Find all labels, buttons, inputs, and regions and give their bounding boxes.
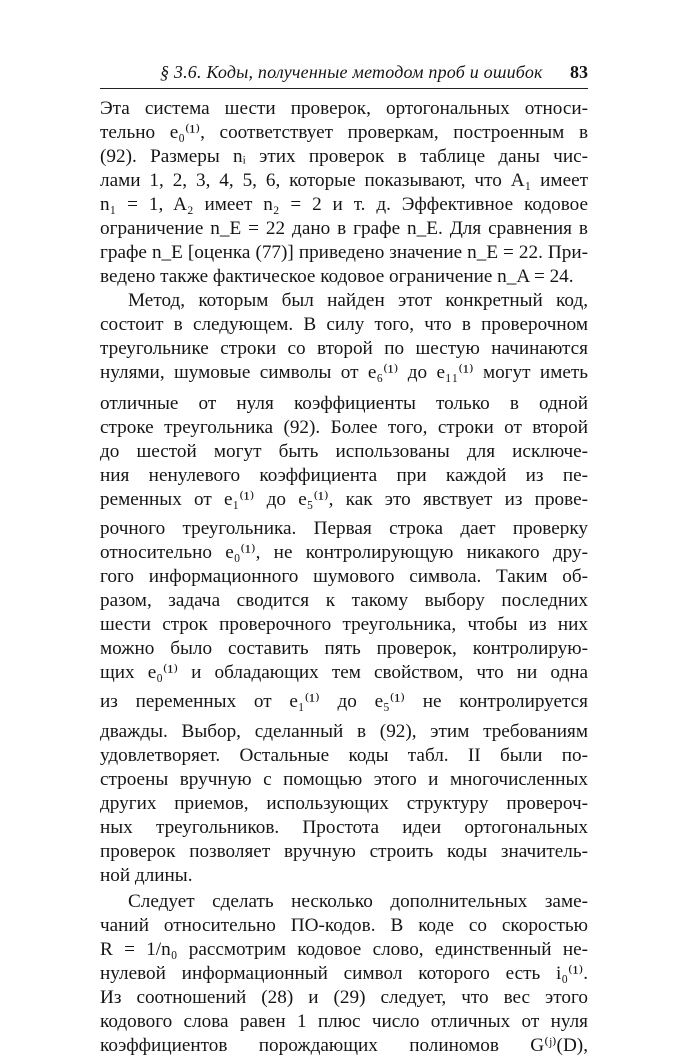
text-line: ной длины. (100, 865, 193, 886)
text-line: треугольнике строки со второй по шестую начинаются (100, 338, 588, 359)
text-line: проверок позволяет вручную строить коды значитель- (100, 841, 588, 862)
text-line: Из соотношений (28) и (29) следует, что вес этого (100, 987, 588, 1008)
text-line: можно было составить пять проверок, контролирую- (100, 638, 588, 659)
text-line: Эта система шести проверок, ортогональных относи- (100, 98, 588, 119)
text-line: ных треугольников. Простота идеи ортогональных (100, 817, 588, 838)
text-line: щих e₀⁽¹⁾ и обладающих тем свойством, что ни одна (100, 662, 588, 683)
text-line: относительно e₀⁽¹⁾, не контролирующую никакого дру- (100, 542, 588, 563)
text-line: строены вручную с помощью этого и многочисленных (100, 769, 588, 790)
text-line: лами 1, 2, 3, 4, 5, 6, которые показывают, что A₁ имеет (100, 170, 588, 191)
text-line: n₁ = 1, A₂ имеет n₂ = 2 и т. д. Эффективное кодовое (100, 194, 588, 215)
text-line: (92). Размеры nᵢ этих проверок в таблице даны чис- (100, 146, 588, 167)
text-line: ременных от e₁⁽¹⁾ до e₅⁽¹⁾, как это явствует из прове- (100, 489, 588, 510)
text-line: нулевой информационный символ которого есть i₀⁽¹⁾. (100, 963, 588, 984)
text-line: R = 1/n₀ рассмотрим кодовое слово, единственный не- (100, 939, 588, 960)
text-line: коэффициентов порождающих полиномов G⁽ʲ⁾(D), (100, 1035, 588, 1056)
running-header (100, 62, 588, 90)
running-title: § 3.6. Коды, полученные методом проб и ошибок (160, 62, 543, 82)
text-line: нулями, шумовые символы от e₆⁽¹⁾ до e₁₁⁽¹⁾ могут иметь (100, 362, 588, 383)
text-line: до шестой могут быть использованы для исключе- (100, 441, 588, 462)
page-number: 83 (570, 62, 588, 82)
text-line: ведено также фактическое кодовое ограничение n_A = 24. (100, 266, 574, 287)
text-line: тельно e₀⁽¹⁾, соответствует проверкам, построенным в (100, 122, 588, 143)
text-line: ограничение n_E = 22 дано в графе n_E. Для сравнения в (100, 218, 588, 239)
text-line: из переменных от e₁⁽¹⁾ до e₅⁽¹⁾ не контролируется (100, 691, 588, 712)
text-line: шести строк проверочного треугольника, чтобы из них (100, 614, 588, 635)
text-line: строке треугольника (92). Более того, строки от второй (100, 417, 588, 438)
text-line: Метод, которым был найден этот конкретный код, (128, 290, 588, 311)
text-line: рочного треугольника. Первая строка дает проверку (100, 518, 588, 539)
text-line: удовлетворяет. Остальные коды табл. II были по- (100, 745, 588, 766)
text-line: чаний относительно ПО-кодов. В коде со скоростью (100, 915, 588, 936)
text-line: гого информационного шумового символа. Таким об- (100, 566, 588, 587)
text-line: ния ненулевого коэффициента при каждой из пе- (100, 465, 588, 486)
text-line: кодового слова равен 1 плюс число отличных от нуля (100, 1011, 588, 1032)
text-line: разом, задача сводится к такому выбору последних (100, 590, 588, 611)
text-line: Следует сделать несколько дополнительных заме- (128, 891, 588, 912)
text-line: дважды. Выбор, сделанный в (92), этим требованиям (100, 721, 588, 742)
text-line: отличные от нуля коэффициенты только в одной (100, 393, 588, 414)
text-line: графе n_E [оценка (77)] приведено значение n_E = 22. При- (100, 242, 588, 263)
text-line: других приемов, использующих структуру провероч- (100, 793, 588, 814)
text-line: состоит в следующем. В силу того, что в проверочном (100, 314, 588, 335)
header-rule (100, 88, 588, 89)
